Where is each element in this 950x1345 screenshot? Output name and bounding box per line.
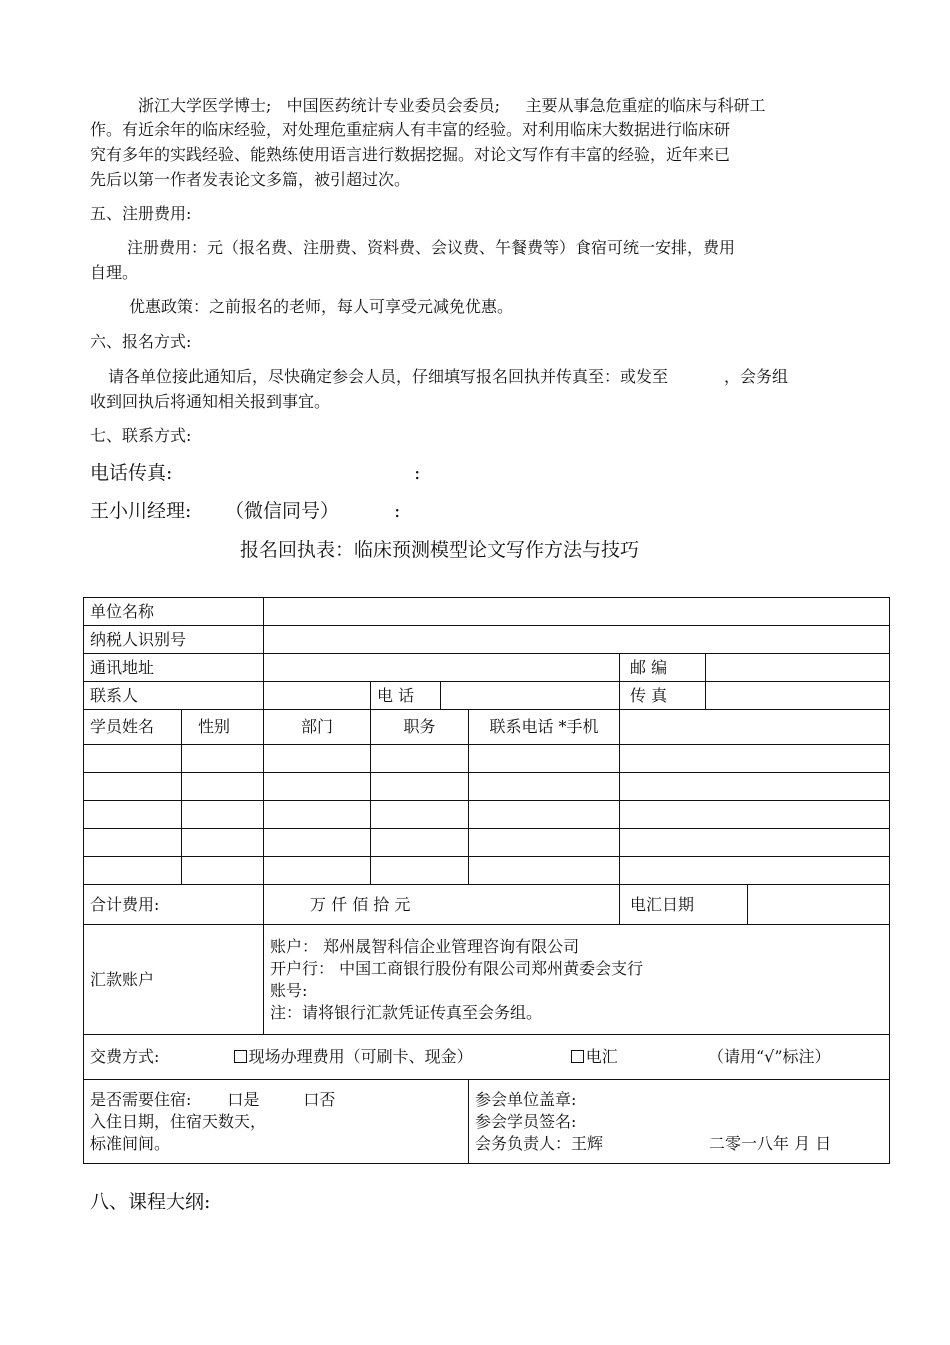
table-row [84,773,890,801]
title-cell[interactable] [371,857,469,885]
date-line: 二零一八年 月 日 [709,1133,832,1153]
extra-cell[interactable] [620,773,890,801]
dept-cell[interactable] [264,745,371,773]
signature-line: 参会学员签名: [475,1111,577,1131]
gender-cell[interactable] [182,857,264,885]
intro-line-3: 究有多年的实践经验、能熟练使用语言进行数据挖掘。对论文写作有丰富的经验，近年来已 [90,145,731,164]
student-name-cell[interactable] [84,773,182,801]
intro-line-1: 浙江大学医学博士; 中国医药统计专业委员会委员; 主要从事急危重症的临床与科研工 [138,96,766,115]
account-number: 账号: [270,980,308,1000]
stamp-line: 参会单位盖章: [475,1089,577,1109]
payment-onsite-option[interactable] [234,1047,473,1066]
section6-heading: 六、报名方式: [90,332,192,351]
student-name-cell[interactable] [84,829,182,857]
discount-line: 优惠政策：之前报名的老师，每人可享受元减免优惠。 [129,297,514,316]
intro-line-2: 作。有近余年的临床经验，对处理危重症病人有丰富的经验。对利用临床大数据进行临床研 [90,120,731,139]
account-info [264,925,890,1035]
mobile-cell[interactable] [469,857,620,885]
remit-date-label: 电汇日期 [620,885,748,925]
gender-cell[interactable] [182,773,264,801]
table-row [84,745,890,773]
table-row [84,857,890,885]
dept-cell[interactable] [264,857,371,885]
dept-cell[interactable] [264,801,371,829]
payment-wire-option[interactable] [571,1047,618,1066]
manager-wechat: （微信同号） [225,500,340,522]
postcode-field[interactable] [706,654,890,682]
col-name-header: 学员姓名 [84,710,182,745]
organizer-line: 会务负责人：王辉 [475,1133,604,1153]
account-name: 账户： 郑州晟智科信企业管理咨询有限公司 [270,936,580,956]
form-title: 报名回执表：临床预测模型论文写作方法与技巧 [240,539,640,561]
col-title-header: 职务 [371,710,469,745]
lodging-cell [84,1080,469,1164]
signup-line-2: 收到回执后将通知相关报到事宜。 [90,392,331,411]
title-cell[interactable] [371,801,469,829]
phone-fax-label: 电话传真: [90,462,173,484]
unit-name-field[interactable] [264,598,890,626]
extra-cell[interactable] [620,829,890,857]
unit-name-label: 单位名称 [84,598,264,626]
title-cell[interactable] [371,829,469,857]
postcode-label: 邮 编 [620,654,706,682]
section7-heading: 七、联系方式: [90,426,192,445]
intro-line-4: 先后以第一作者发表论文多篇，被引超过次。 [90,170,411,189]
bank-name: 开户行： 中国工商银行股份有限公司郑州黄委会支行 [270,958,644,978]
fax-label: 传 真 [620,682,706,710]
mobile-cell[interactable] [469,829,620,857]
student-name-cell[interactable] [84,801,182,829]
student-name-cell[interactable] [84,857,182,885]
table-row [84,801,890,829]
gender-cell[interactable] [182,745,264,773]
phone-fax-colon: : [414,462,421,484]
title-cell[interactable] [371,745,469,773]
gender-cell[interactable] [182,829,264,857]
checkbox-icon [571,1050,584,1063]
checkbox-icon [234,1050,247,1063]
fee-line-2: 自理。 [90,263,139,282]
payment-label: 交费方式: [90,1047,160,1066]
section8-heading: 八、课程大纲: [90,1191,211,1213]
lodging-no-option[interactable]: 口否 [303,1089,336,1109]
payment-method-row [84,1035,890,1080]
phone-label: 电 话 [371,682,441,710]
address-label: 通讯地址 [84,654,264,682]
col-mobile-header: 联系电话 *手机 [469,710,620,745]
table-row [84,829,890,857]
payment-onsite-label: 现场办理费用（可刷卡、现金） [248,1047,473,1066]
mobile-cell[interactable] [469,745,620,773]
phone-field[interactable] [441,682,620,710]
section5-heading: 五、注册费用: [90,204,192,223]
remit-note: 注：请将银行汇款凭证传真至会务组。 [270,1002,543,1022]
contact-field[interactable] [264,682,371,710]
col-dept-header: 部门 [264,710,371,745]
total-fee-units[interactable]: 万 仟 佰 拾 元 [264,885,620,925]
account-label: 汇款账户 [84,925,264,1035]
dept-cell[interactable] [264,773,371,801]
manager-colon: : [394,500,401,522]
room-line: 标准间间。 [90,1133,171,1153]
contact-label: 联系人 [84,682,264,710]
taxpayer-id-field[interactable] [264,626,890,654]
student-name-cell[interactable] [84,745,182,773]
extra-cell[interactable] [620,857,890,885]
payment-wire-label: 电汇 [585,1047,618,1066]
signature-cell [469,1080,890,1164]
checkin-line: 入住日期，住宿天数天， [90,1111,267,1131]
fax-field[interactable] [706,682,890,710]
col-extra-header [620,710,890,745]
manager-label: 王小川经理: [90,500,192,522]
total-fee-label: 合计费用: [84,885,264,925]
gender-cell[interactable] [182,801,264,829]
taxpayer-id-label: 纳税人识别号 [84,626,264,654]
signup-line-1: 请各单位接此通知后，尽快确定参会人员，仔细填写报名回执并传真至：或发至 ，会务组 [108,367,788,386]
lodging-yes-option[interactable]: 口是 [227,1089,260,1109]
address-field[interactable] [264,654,620,682]
extra-cell[interactable] [620,745,890,773]
fee-line-1: 注册费用：元（报名费、注册费、资料费、会议费、午餐费等）食宿可统一安排，费用 [127,238,736,257]
dept-cell[interactable] [264,829,371,857]
mobile-cell[interactable] [469,801,620,829]
remit-date-field[interactable] [748,885,890,925]
title-cell[interactable] [371,773,469,801]
lodging-label: 是否需要住宿: [90,1089,192,1109]
mobile-cell[interactable] [469,773,620,801]
payment-hint: （请用“√”标注） [708,1047,831,1066]
col-gender-header: 性别 [182,710,264,745]
extra-cell[interactable] [620,801,890,829]
registration-form [83,597,890,1164]
